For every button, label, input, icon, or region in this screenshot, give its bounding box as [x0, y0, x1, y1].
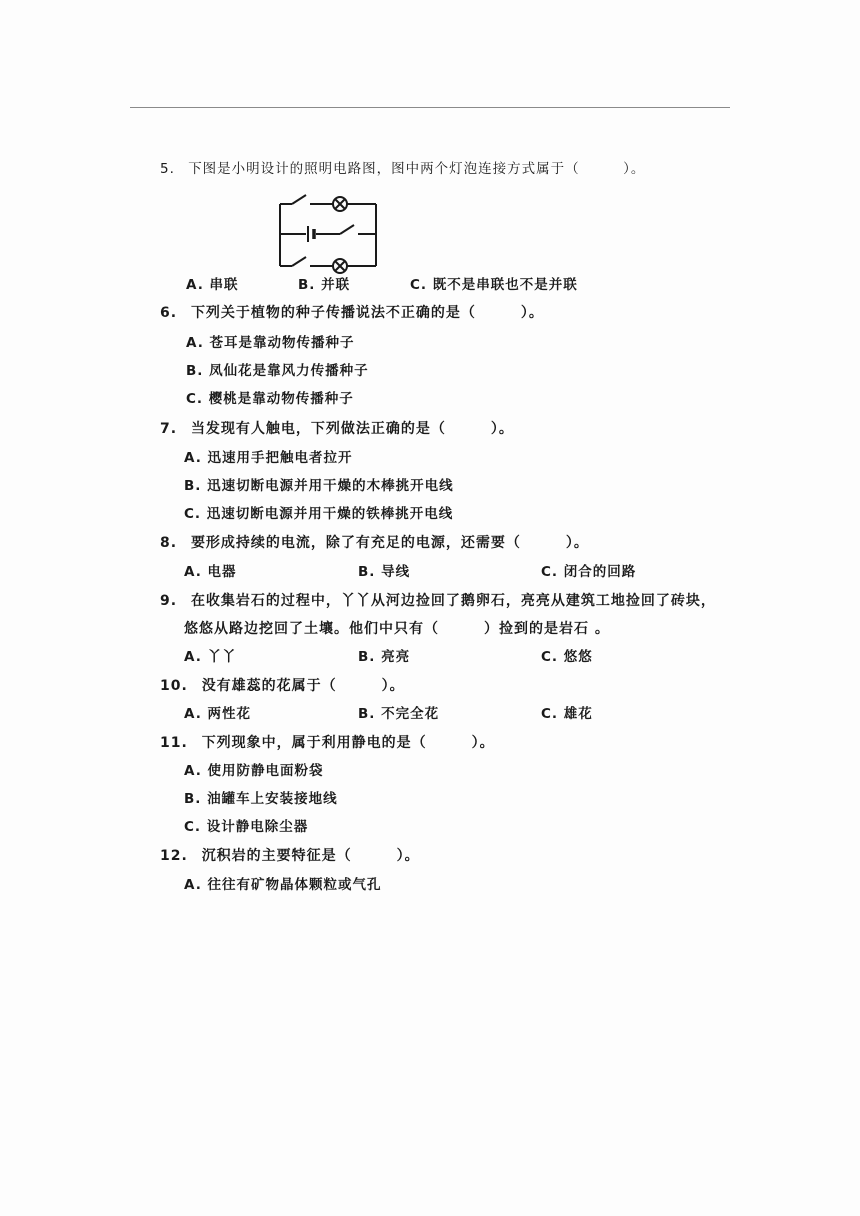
question-number: 7. — [160, 421, 178, 437]
option-5a: A. 串联 — [186, 277, 239, 293]
option-7a: A. 迅速用手把触电者拉开 — [184, 450, 353, 466]
question-stem: 下列现象中，属于利用静电的是（ ）。 — [201, 735, 495, 751]
option-10b: B. 不完全花 — [358, 706, 440, 722]
question-stem: 当发现有人触电，下列做法正确的是（ ）。 — [190, 421, 514, 437]
question-9-continued: 悠悠从路边挖回了土壤。他们中只有（ ）捡到的是岩石 。 — [184, 621, 610, 637]
question-7 — [160, 420, 514, 438]
option-9c: C. 悠悠 — [541, 649, 593, 665]
header-divider — [130, 107, 730, 108]
option-6c: C. 樱桃是靠动物传播种子 — [186, 391, 354, 407]
question-number: 8. — [160, 535, 178, 551]
question-stem: 下图是小明设计的照明电路图，图中两个灯泡连接方式属于（ ）。 — [188, 161, 646, 177]
question-stem: 在收集岩石的过程中，丫丫从河边捡回了鹅卵石，亮亮从建筑工地捡回了砖块， — [190, 593, 716, 609]
option-11c: C. 设计静电除尘器 — [184, 819, 309, 835]
question-number: 11. — [160, 735, 188, 751]
option-7b: B. 迅速切断电源并用干燥的木棒挑开电线 — [184, 478, 454, 494]
option-8c: C. 闭合的回路 — [541, 564, 637, 580]
option-8a: A. 电器 — [184, 564, 237, 580]
question-number: 6. — [160, 305, 178, 321]
question-12 — [160, 847, 420, 865]
option-9b: B. 亮亮 — [358, 649, 411, 665]
option-6b: B. 凤仙花是靠风力传播种子 — [186, 363, 369, 379]
question-number: 5. — [160, 161, 175, 177]
question-number: 12. — [160, 848, 188, 864]
question-10 — [160, 677, 405, 695]
question-stem: 要形成持续的电流，除了有充足的电源，还需要（ ）。 — [190, 535, 589, 551]
question-stem: 没有雄蕊的花属于（ ）。 — [201, 678, 405, 694]
option-5b: B. 并联 — [298, 277, 351, 293]
option-5c: C. 既不是串联也不是并联 — [410, 277, 578, 293]
option-6a: A. 苍耳是靠动物传播种子 — [186, 335, 355, 351]
question-11 — [160, 734, 495, 752]
question-8 — [160, 534, 589, 552]
circuit-diagram — [272, 188, 384, 278]
option-8b: B. 导线 — [358, 564, 411, 580]
question-stem: 下列关于植物的种子传播说法不正确的是（ ）。 — [190, 305, 544, 321]
question-9 — [160, 592, 716, 610]
option-9a: A. 丫丫 — [184, 649, 237, 665]
option-12a: A. 往往有矿物晶体颗粒或气孔 — [184, 877, 382, 893]
question-6 — [160, 304, 544, 322]
question-number: 10. — [160, 678, 188, 694]
question-stem: 沉积岩的主要特征是（ ）。 — [201, 848, 420, 864]
option-10c: C. 雄花 — [541, 706, 593, 722]
option-7c: C. 迅速切断电源并用干燥的铁棒挑开电线 — [184, 506, 454, 522]
option-11a: A. 使用防静电面粉袋 — [184, 763, 324, 779]
option-11b: B. 油罐车上安装接地线 — [184, 791, 338, 807]
question-5 — [160, 160, 645, 178]
option-10a: A. 两性花 — [184, 706, 252, 722]
question-number: 9. — [160, 593, 178, 609]
